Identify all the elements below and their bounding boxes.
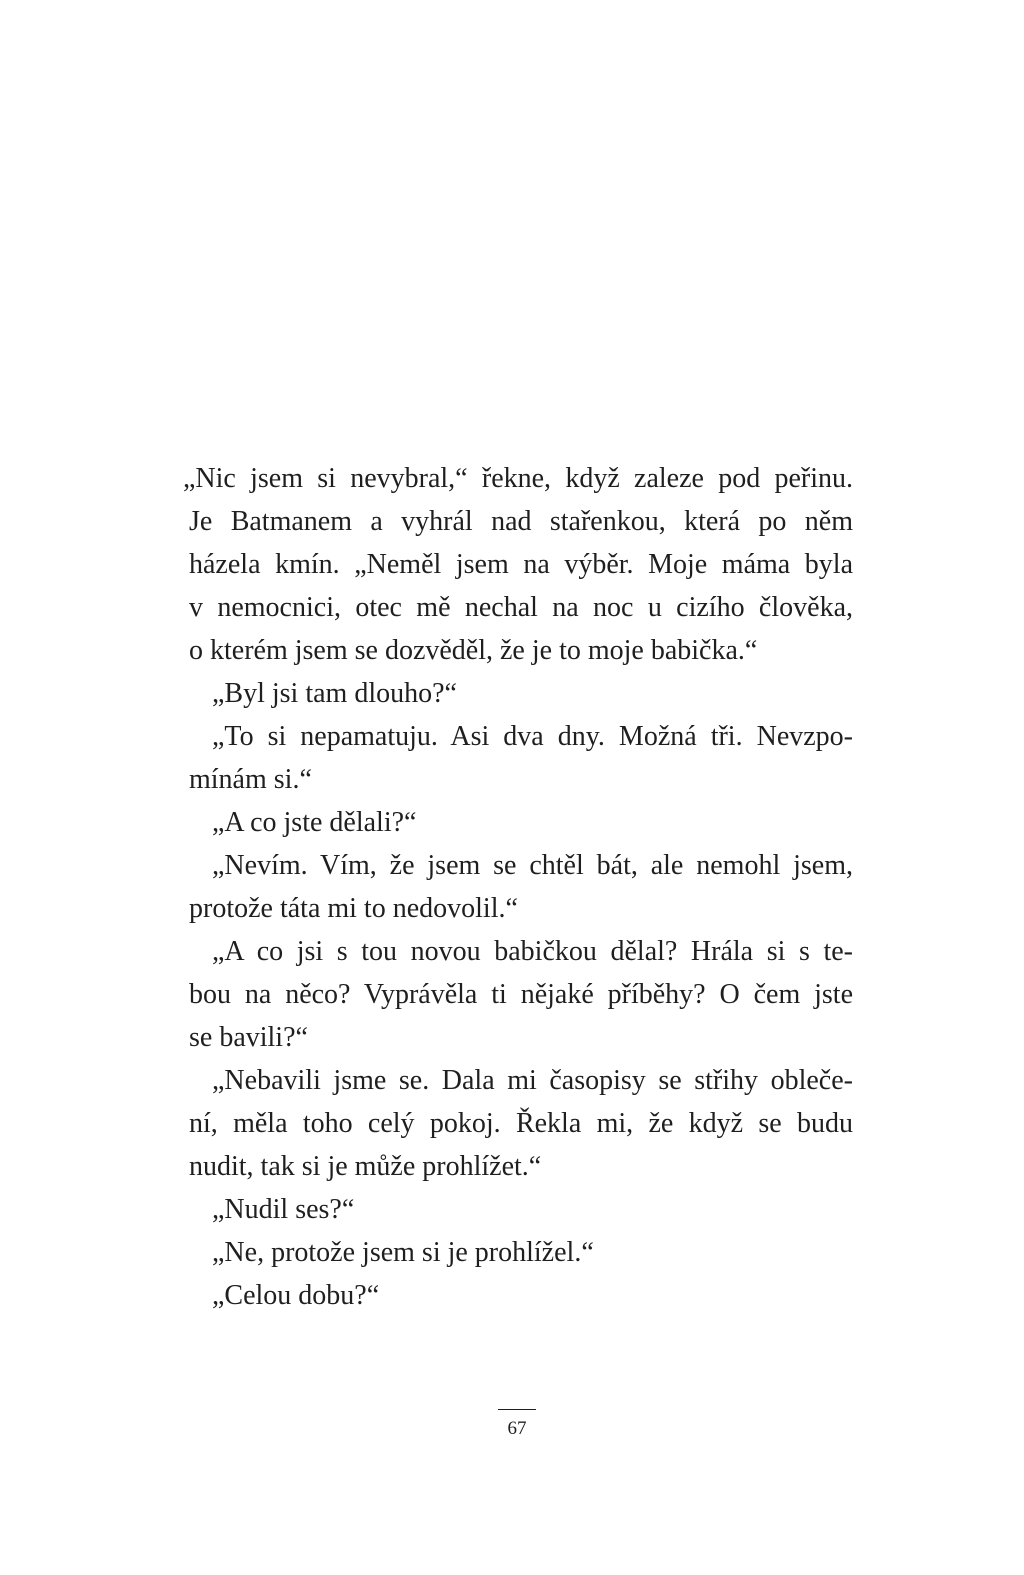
text-line: „A co jsi s tou novou babičkou dělal? Hrála si s te- xyxy=(212,936,853,967)
text-line: nudit, tak si je může prohlížet.“ xyxy=(189,1151,542,1182)
text-line: protože táta mi to nedovolil.“ xyxy=(189,893,518,924)
text-line: v nemocnici, otec mě nechal na noc u cizího člověka, xyxy=(189,592,853,623)
text-line: ní, měla toho celý pokoj. Řekla mi, že když se budu xyxy=(189,1108,853,1139)
text-line: „Nudil ses?“ xyxy=(212,1194,355,1225)
text-line: „Byl jsi tam dlouho?“ xyxy=(212,678,457,709)
text-line: „Nevím. Vím, že jsem se chtěl bát, ale nemohl jsem, xyxy=(212,850,853,881)
text-line: o kterém jsem se dozvěděl, že je to moje babička.“ xyxy=(189,635,758,666)
text-line: házela kmín. „Neměl jsem na výběr. Moje máma byla xyxy=(189,549,853,580)
text-line: „Nebavili jsme se. Dala mi časopisy se střihy oblečе- xyxy=(212,1065,853,1096)
text-line: „Ne, protože jsem si je prohlížel.“ xyxy=(212,1237,594,1268)
text-line: „A co jste dělali?“ xyxy=(212,807,417,838)
page-number: 67 xyxy=(507,1418,527,1439)
text-line: „Nic jsem si nevybral,“ řekne, když zaleze pod peřinu. xyxy=(183,463,853,494)
text-line: Je Batmanem a vyhrál nad stařenkou, která po něm xyxy=(189,506,853,537)
page-number-rule xyxy=(498,1409,536,1410)
text-line: mínám si.“ xyxy=(189,764,312,795)
text-line: bou na něco? Vyprávěla ti nějaké příběhy? O čem jste xyxy=(189,979,853,1010)
text-line: „Celou dobu?“ xyxy=(212,1280,380,1311)
text-line: se bavili?“ xyxy=(189,1022,308,1053)
body-text xyxy=(183,457,853,1317)
text-line: „To si nepamatuju. Asi dva dny. Možná tři. Nevzpo- xyxy=(212,721,853,752)
